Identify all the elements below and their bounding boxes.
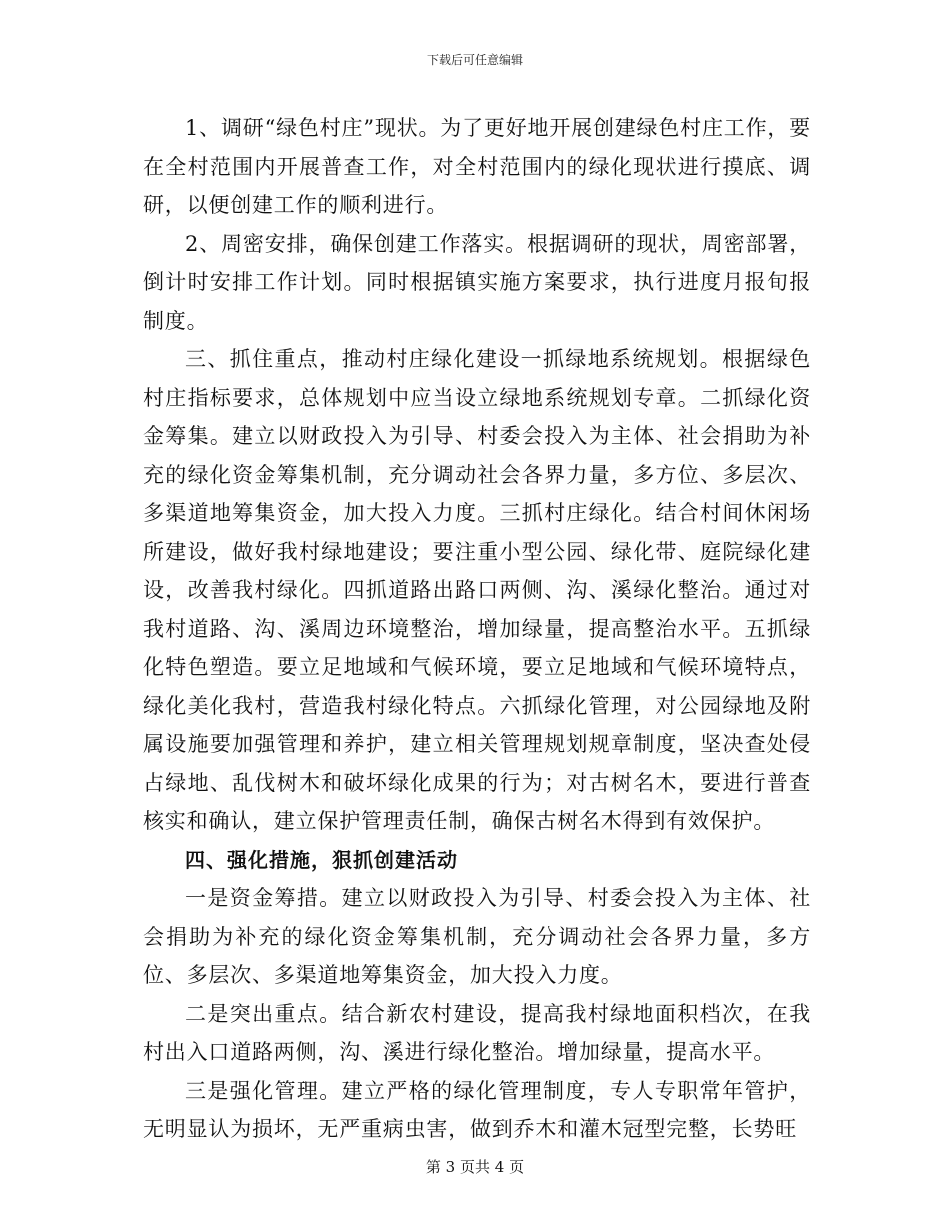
paragraph-survey: 1、调研“绿色村庄”现状。为了更好地开展创建绿色村庄工作，要在全村范围内开展普查工作，对全村范围内的绿化现状进行摸底、调研，以便创建工作的顺利进行。 bbox=[143, 116, 811, 217]
page-header: 下载后可任意编辑 bbox=[426, 53, 523, 67]
paragraph-focus: 三、抓住重点，推动村庄绿化建设一抓绿地系统规划。根据绿色村庄指标要求，总体规划中应当设立绿地系统规划专章。二抓绿化资金筹集。建立以财政投入为引导、村委会投入为主体、社会捐助为补充的绿化资金筹集机制，充分调动社会各界力量，多方位、多层次、多渠道地筹集资金，加大投入力度。三抓村庄绿化。结合村间休闲场所建设，做好我村绿地建设；要注重小型公园、绿化带、庭院绿化建设，改善我村绿化。四抓道路出路口两侧、沟、溪绿化整治。通过对我村道路、沟、溪周边环境整治，增加绿量，提高整治水平。五抓绿化特色塑造。要立足地域和气候环境，要立足地域和气候环境特点，绿化美化我村，营造我村绿化特点。六抓绿化管理，对公园绿地及附属设施要加强管理和养护，建立相关管理规划规章制度，坚决查处侵占绿地、乱伐树木和破坏绿化成果的行为；对古树名木，要进行普查核实和确认，建立保护管理责任制，确保古树名木得到有效保护。 bbox=[143, 347, 811, 833]
paragraph-funding: 一是资金筹措。建立以财政投入为引导、村委会投入为主体、社会捐助为补充的绿化资金筹集机制，充分调动社会各界力量，多方位、多层次、多渠道地筹集资金，加大投入力度。 bbox=[143, 886, 811, 987]
paragraph-arrangement: 2、周密安排，确保创建工作落实。根据调研的现状，周密部署，倒计时安排工作计划。同时根据镇实施方案要求，执行进度月报旬报制度。 bbox=[143, 231, 811, 333]
paragraph-priority: 二是突出重点。结合新农村建设，提高我村绿地面积档次，在我村出入口道路两侧，沟、溪进行绿化整治。增加绿量，提高水平。 bbox=[143, 1001, 811, 1064]
section-heading: 四、强化措施，狠抓创建活动 bbox=[185, 847, 458, 872]
paragraph-management: 三是强化管理。建立严格的绿化管理制度，专人专职常年管护，无明显认为损坏，无严重病虫害，做到乔木和灌木冠型完整，长势旺 bbox=[143, 1078, 811, 1141]
page-number: 第 3 页共 4 页 bbox=[425, 1158, 525, 1176]
document-body bbox=[143, 109, 811, 1149]
